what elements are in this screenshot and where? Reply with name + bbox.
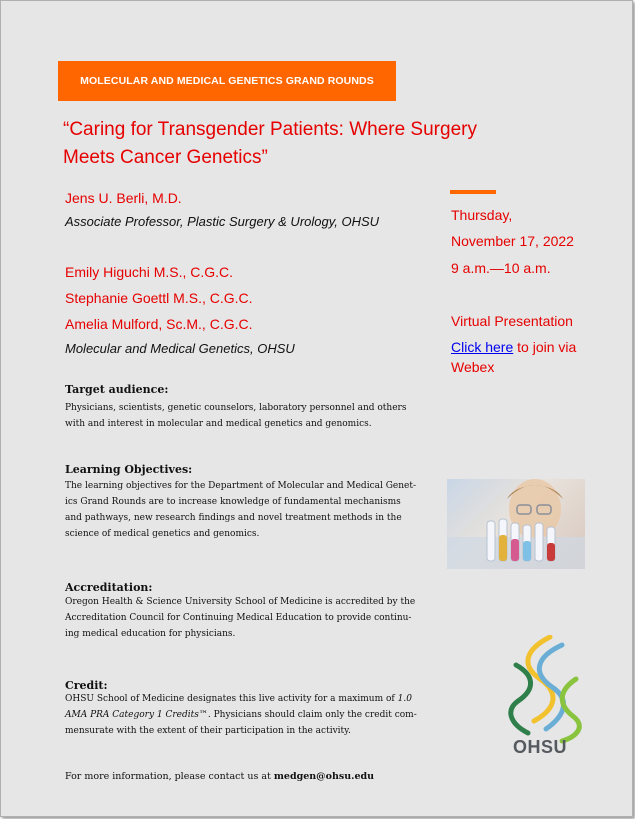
target-audience-text <box>65 400 433 432</box>
webex-join-link[interactable]: Click here <box>451 339 514 355</box>
speakers-group-affiliation: Molecular and Medical Genetics, OHSU <box>65 341 295 356</box>
target-line: Physicians, scientists, genetic counselors, laboratory personnel and others <box>65 403 407 413</box>
credit-heading: Credit: <box>65 679 108 692</box>
series-banner: MOLECULAR AND MEDICAL GENETICS GRAND ROUNDS <box>58 61 396 101</box>
objectives-line: The learning objectives for the Department of Molecular and Medical Genet- <box>65 481 417 491</box>
contact-email: medgen@ohsu.edu <box>273 771 375 782</box>
credit-line <box>65 707 433 723</box>
join-line <box>451 339 576 355</box>
event-platform: Webex <box>451 359 495 375</box>
accent-rule <box>450 190 496 194</box>
learning-objectives-text <box>65 478 433 542</box>
join-suffix: to join via <box>513 339 577 355</box>
objectives-line: science of medical genetics and genomics. <box>65 529 260 539</box>
event-day: Thursday, <box>451 207 513 223</box>
learning-objectives-heading: Learning Objectives: <box>65 463 193 476</box>
credit-line1-text: OHSU School of Medicine designates this live activity for a maximum of <box>65 694 398 704</box>
target-audience-heading: Target audience: <box>65 383 169 396</box>
credit-line <box>65 691 433 707</box>
lab-photo-illustration <box>447 479 585 569</box>
speaker-name-berli: Jens U. Berli, M.D. <box>65 190 182 206</box>
credit-line2-text: . Physicians should claim only the credit com- <box>207 710 417 720</box>
ohsu-wordmark: OHSU <box>513 737 568 757</box>
speaker-name-higuchi: Emily Higuchi M.S., C.G.C. <box>65 264 234 280</box>
event-time: 9 a.m.—10 a.m. <box>451 260 551 276</box>
contact-footer <box>65 771 374 782</box>
accreditation-line: Oregon Health & Science University School of Medicine is accredited by the <box>65 597 416 607</box>
accreditation-text <box>65 594 433 642</box>
talk-title <box>63 116 563 172</box>
talk-title-line2: Meets Cancer Genetics” <box>63 147 268 168</box>
credit-line: mensurate with the extent of their participation in the activity. <box>65 726 351 736</box>
event-date: November 17, 2022 <box>451 233 574 249</box>
credit-designation: AMA PRA Category 1 Credits™ <box>65 710 208 720</box>
lab-researcher-photo <box>447 479 585 569</box>
speaker-name-goettl: Stephanie Goettl M.S., C.G.C. <box>65 290 253 306</box>
speaker-name-mulford: Amelia Mulford, Sc.M., C.G.C. <box>65 316 253 332</box>
accreditation-heading: Accreditation: <box>65 581 153 594</box>
talk-title-line1: “Caring for Transgender Patients: Where Surgery <box>63 119 477 140</box>
speaker-affiliation-berli: Associate Professor, Plastic Surgery & Urology, OHSU <box>65 214 380 229</box>
event-format: Virtual Presentation <box>451 313 573 329</box>
credit-text <box>65 691 433 739</box>
target-line: with and interest in molecular and medical genetics and genomics. <box>65 419 372 429</box>
accreditation-line: Accreditation Council for Continuing Medical Education to provide continu- <box>65 613 412 623</box>
accreditation-line: ing medical education for physicians. <box>65 629 236 639</box>
objectives-line: and pathways, new research findings and novel treatment methods in the <box>65 513 402 523</box>
contact-text: For more information, please contact us at <box>65 771 274 782</box>
credit-amount: 1.0 <box>397 694 412 704</box>
objectives-line: ics Grand Rounds are to increase knowledge of fundamental mechanisms <box>65 497 401 507</box>
